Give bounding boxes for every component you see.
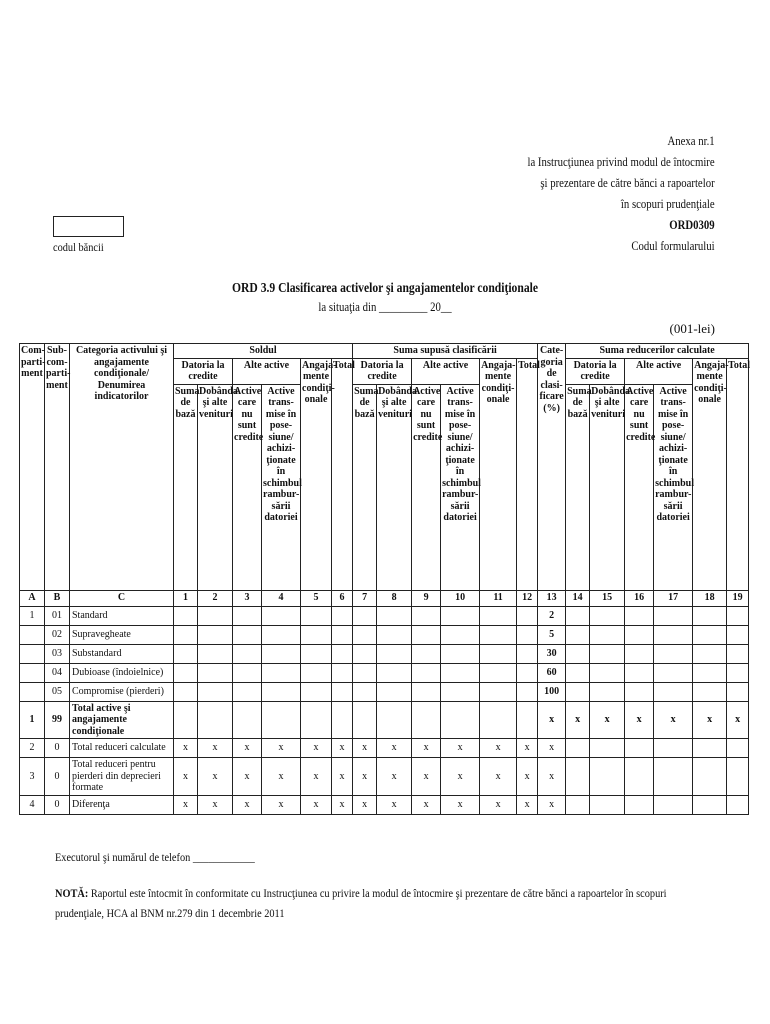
cell-subcomponent: 99 <box>45 701 70 739</box>
value-cell[interactable] <box>174 663 198 682</box>
value-cell[interactable] <box>693 795 727 814</box>
annex-line-2: la Instrucţiunea privind modul de întocmire <box>527 155 715 169</box>
value-cell[interactable] <box>233 682 262 701</box>
column-number: 9 <box>412 590 441 606</box>
value-cell[interactable] <box>198 606 233 625</box>
table-row <box>20 625 749 644</box>
column-number: 10 <box>441 590 480 606</box>
value-cell[interactable] <box>590 795 625 814</box>
value-cell[interactable] <box>727 682 749 701</box>
value-cell[interactable] <box>412 663 441 682</box>
value-cell[interactable] <box>566 625 590 644</box>
report-title: ORD 3.9 Clasificarea activelor şi angajamentelor condiţionale <box>231 280 539 295</box>
value-cell[interactable] <box>262 682 301 701</box>
header-transferred-assets: Active trans-mise în pose-siune/ achizi-ţionate în schimbul rambur-sării datoriei <box>654 384 693 590</box>
header-commitments: Angaja-mente condiţi-onale <box>301 358 332 590</box>
value-cell: x <box>654 701 693 739</box>
table-row <box>20 663 749 682</box>
value-cell[interactable] <box>353 682 377 701</box>
column-number: 1 <box>174 590 198 606</box>
value-cell: x <box>174 758 198 796</box>
cell-component: 1 <box>20 701 45 739</box>
column-number: 12 <box>517 590 538 606</box>
value-cell[interactable] <box>625 739 654 758</box>
value-cell[interactable] <box>353 606 377 625</box>
value-cell[interactable] <box>262 644 301 663</box>
bank-code-label: codul băncii <box>53 240 104 254</box>
value-cell[interactable] <box>654 758 693 796</box>
value-cell[interactable] <box>412 701 441 739</box>
header-loan-debt: Datoria la credite <box>353 358 412 384</box>
value-cell[interactable] <box>727 663 749 682</box>
value-cell[interactable] <box>233 701 262 739</box>
value-cell[interactable] <box>566 739 590 758</box>
header-total: Total <box>727 358 749 590</box>
annex-line-3: şi prezentare de către bănci a rapoartelor <box>540 176 715 190</box>
value-cell[interactable] <box>198 682 233 701</box>
value-cell[interactable] <box>233 625 262 644</box>
cell-category-label: Dubioase (îndoielnice) <box>70 663 174 682</box>
value-cell: x <box>198 758 233 796</box>
header-amount-classified: Suma supusă clasificării <box>353 344 538 359</box>
note-text: Raportul este întocmit în conformitate cu Instrucţiunea cu privire la modul de întocmire şi prezentare de către bănci a rapoartelor în scopuri prudenţiale, HCA al BNM nr.279 din 1 decembrie 2011 <box>55 886 667 920</box>
value-cell: x <box>377 795 412 814</box>
value-cell[interactable] <box>517 701 538 739</box>
value-cell[interactable] <box>301 701 332 739</box>
value-cell[interactable] <box>301 606 332 625</box>
value-cell[interactable] <box>377 682 412 701</box>
value-cell: x <box>332 739 353 758</box>
table-row <box>20 606 749 625</box>
table-row <box>20 682 749 701</box>
value-cell[interactable] <box>480 663 517 682</box>
column-number: 4 <box>262 590 301 606</box>
value-cell[interactable] <box>480 606 517 625</box>
value-cell[interactable] <box>727 606 749 625</box>
header-other-assets: Alte active <box>412 358 480 384</box>
header-subcomponent: Sub-com-parti-ment <box>45 344 70 591</box>
classification-table <box>19 343 749 815</box>
value-cell[interactable] <box>625 758 654 796</box>
value-cell[interactable] <box>654 739 693 758</box>
value-cell: x <box>262 739 301 758</box>
header-loan-debt: Datoria la credite <box>566 358 625 384</box>
cell-subcomponent: 01 <box>45 606 70 625</box>
header-other-assets: Alte active <box>625 358 693 384</box>
value-cell[interactable] <box>625 663 654 682</box>
value-cell: x <box>332 795 353 814</box>
column-number: 5 <box>301 590 332 606</box>
value-cell[interactable] <box>262 701 301 739</box>
cell-subcomponent: 03 <box>45 644 70 663</box>
value-cell[interactable] <box>625 606 654 625</box>
header-category: Categoria activului şi angajamente condiţionale/ Denumirea indicatorilor <box>70 344 174 591</box>
value-cell[interactable] <box>693 758 727 796</box>
cell-category-pct: 60 <box>538 663 566 682</box>
column-number: 16 <box>625 590 654 606</box>
value-cell[interactable] <box>727 625 749 644</box>
value-cell[interactable] <box>332 701 353 739</box>
column-number: B <box>45 590 70 606</box>
value-cell[interactable] <box>441 606 480 625</box>
value-cell: x <box>233 739 262 758</box>
value-cell[interactable] <box>517 663 538 682</box>
value-cell: x <box>538 795 566 814</box>
value-cell: x <box>538 739 566 758</box>
value-cell[interactable] <box>566 682 590 701</box>
value-cell: x <box>538 758 566 796</box>
value-cell[interactable] <box>441 701 480 739</box>
cell-category-label: Diferenţa <box>70 795 174 814</box>
value-cell: x <box>377 739 412 758</box>
cell-category-pct: 100 <box>538 682 566 701</box>
value-cell[interactable] <box>441 663 480 682</box>
value-cell: x <box>517 758 538 796</box>
value-cell[interactable] <box>441 625 480 644</box>
value-cell[interactable] <box>517 606 538 625</box>
cell-component <box>20 682 45 701</box>
cell-category-label: Standard <box>70 606 174 625</box>
cell-component: 1 <box>20 606 45 625</box>
cell-subcomponent: 02 <box>45 625 70 644</box>
value-cell: x <box>353 739 377 758</box>
value-cell[interactable] <box>441 644 480 663</box>
value-cell[interactable] <box>590 606 625 625</box>
value-cell[interactable] <box>727 758 749 796</box>
value-cell: x <box>262 758 301 796</box>
value-cell[interactable] <box>693 682 727 701</box>
value-cell[interactable] <box>377 663 412 682</box>
column-number: 14 <box>566 590 590 606</box>
table-row <box>20 758 749 796</box>
header-reductions: Suma reducerilor calculate <box>566 344 749 359</box>
value-cell: x <box>517 739 538 758</box>
value-cell[interactable] <box>566 795 590 814</box>
value-cell[interactable] <box>198 625 233 644</box>
value-cell[interactable] <box>625 682 654 701</box>
cell-component: 3 <box>20 758 45 796</box>
value-cell[interactable] <box>332 606 353 625</box>
header-interest: Dobânda şi alte venituri <box>198 384 233 590</box>
currency-unit: (001-lei) <box>669 321 715 336</box>
value-cell[interactable] <box>727 739 749 758</box>
header-component: Com-parti-ment <box>20 344 45 591</box>
value-cell[interactable] <box>625 625 654 644</box>
value-cell: x <box>301 739 332 758</box>
cell-subcomponent: 0 <box>45 758 70 796</box>
cell-component <box>20 644 45 663</box>
header-base-sum: Suma de bază <box>174 384 198 590</box>
value-cell[interactable] <box>590 682 625 701</box>
value-cell[interactable] <box>174 682 198 701</box>
form-code: ORD0309 <box>669 218 715 232</box>
value-cell: x <box>625 701 654 739</box>
column-number: C <box>70 590 174 606</box>
header-interest: Dobânda şi alte venituri <box>590 384 625 590</box>
value-cell[interactable] <box>654 682 693 701</box>
table-row <box>20 644 749 663</box>
header-total: Total <box>517 358 538 590</box>
value-cell[interactable] <box>625 795 654 814</box>
value-cell[interactable] <box>517 682 538 701</box>
value-cell[interactable] <box>566 606 590 625</box>
value-cell[interactable] <box>233 663 262 682</box>
column-number: 18 <box>693 590 727 606</box>
value-cell[interactable] <box>301 644 332 663</box>
cell-category-pct: 2 <box>538 606 566 625</box>
annex-line-4: în scopuri prudenţiale <box>621 197 715 211</box>
value-cell: x <box>301 758 332 796</box>
value-cell[interactable] <box>566 663 590 682</box>
value-cell[interactable] <box>174 701 198 739</box>
value-cell[interactable] <box>625 644 654 663</box>
value-cell[interactable] <box>233 606 262 625</box>
value-cell[interactable] <box>441 682 480 701</box>
value-cell[interactable] <box>590 758 625 796</box>
header-base-sum: Suma de bază <box>566 384 590 590</box>
cell-component: 2 <box>20 739 45 758</box>
table-row <box>20 739 749 758</box>
value-cell: x <box>174 795 198 814</box>
value-cell[interactable] <box>412 644 441 663</box>
column-number: 19 <box>727 590 749 606</box>
cell-category-label: Total active şi angajamente condiţionale <box>70 701 174 739</box>
cell-category-label: Substandard <box>70 644 174 663</box>
value-cell[interactable] <box>353 701 377 739</box>
cell-category-label: Total reduceri calculate <box>70 739 174 758</box>
value-cell[interactable] <box>590 663 625 682</box>
note-label: NOTĂ: <box>55 886 89 900</box>
value-cell[interactable] <box>198 644 233 663</box>
value-cell[interactable] <box>332 625 353 644</box>
value-cell[interactable] <box>377 701 412 739</box>
value-cell: x <box>174 739 198 758</box>
value-cell[interactable] <box>517 644 538 663</box>
annex-block <box>528 131 715 257</box>
value-cell[interactable] <box>590 739 625 758</box>
value-cell: x <box>353 795 377 814</box>
header-other-not-credit: Active care nu sunt credite <box>412 384 441 590</box>
value-cell[interactable] <box>590 625 625 644</box>
value-cell: x <box>590 701 625 739</box>
value-cell[interactable] <box>693 663 727 682</box>
header-other-not-credit: Active care nu sunt credite <box>625 384 654 590</box>
value-cell[interactable] <box>693 606 727 625</box>
header-commitments: Angaja-mente condiţi-onale <box>480 358 517 590</box>
value-cell[interactable] <box>377 644 412 663</box>
value-cell[interactable] <box>174 644 198 663</box>
value-cell[interactable] <box>517 625 538 644</box>
value-cell: x <box>353 758 377 796</box>
header-other-assets: Alte active <box>233 358 301 384</box>
value-cell[interactable] <box>332 644 353 663</box>
value-cell: x <box>301 795 332 814</box>
bank-code-field[interactable] <box>53 216 124 237</box>
header-transferred-assets: Active trans-mise în pose-siune/ achizi-ţionate în schimbul rambur-sării datoriei <box>262 384 301 590</box>
column-number: 7 <box>353 590 377 606</box>
cell-category-label: Total reduceri pentru pierderi din deprecieri formate <box>70 758 174 796</box>
value-cell[interactable] <box>262 606 301 625</box>
cell-subcomponent: 0 <box>45 739 70 758</box>
value-cell[interactable] <box>480 701 517 739</box>
cell-category-label: Compromise (pierderi) <box>70 682 174 701</box>
value-cell[interactable] <box>654 644 693 663</box>
value-cell[interactable] <box>233 644 262 663</box>
column-number: 13 <box>538 590 566 606</box>
value-cell[interactable] <box>198 701 233 739</box>
value-cell[interactable] <box>654 625 693 644</box>
value-cell[interactable] <box>301 682 332 701</box>
value-cell: x <box>233 758 262 796</box>
value-cell[interactable] <box>654 795 693 814</box>
cell-category-pct: 5 <box>538 625 566 644</box>
value-cell[interactable] <box>727 795 749 814</box>
table-row <box>20 701 749 739</box>
value-cell[interactable] <box>412 606 441 625</box>
value-cell[interactable] <box>480 644 517 663</box>
value-cell[interactable] <box>590 644 625 663</box>
value-cell[interactable] <box>412 625 441 644</box>
value-cell: x <box>233 795 262 814</box>
value-cell[interactable] <box>198 663 233 682</box>
header-base-sum: Suma de bază <box>353 384 377 590</box>
header-category-pct: Cate-goria de clasi-ficare (%) <box>538 344 566 591</box>
value-cell[interactable] <box>174 625 198 644</box>
header-balance: Soldul <box>174 344 353 359</box>
value-cell: x <box>480 795 517 814</box>
value-cell: x <box>412 795 441 814</box>
cell-category-pct: 30 <box>538 644 566 663</box>
header-interest: Dobânda şi alte venituri <box>377 384 412 590</box>
value-cell[interactable] <box>654 606 693 625</box>
value-cell[interactable] <box>377 606 412 625</box>
form-code-label: Codul formularului <box>631 239 715 253</box>
value-cell: x <box>441 795 480 814</box>
value-cell[interactable] <box>174 606 198 625</box>
value-cell: x <box>693 701 727 739</box>
value-cell[interactable] <box>693 739 727 758</box>
value-cell: x <box>538 701 566 739</box>
value-cell[interactable] <box>332 682 353 701</box>
column-number: A <box>20 590 45 606</box>
value-cell[interactable] <box>412 682 441 701</box>
value-cell: x <box>566 701 590 739</box>
value-cell: x <box>377 758 412 796</box>
column-number: 6 <box>332 590 353 606</box>
value-cell[interactable] <box>693 644 727 663</box>
value-cell[interactable] <box>566 758 590 796</box>
column-number: 17 <box>654 590 693 606</box>
value-cell[interactable] <box>353 625 377 644</box>
column-number: 2 <box>198 590 233 606</box>
value-cell: x <box>727 701 749 739</box>
value-cell[interactable] <box>262 625 301 644</box>
value-cell[interactable] <box>727 644 749 663</box>
value-cell[interactable] <box>301 663 332 682</box>
value-cell[interactable] <box>353 663 377 682</box>
column-number: 11 <box>480 590 517 606</box>
executor-line: Executorul şi numărul de telefon ____________ <box>55 850 255 864</box>
value-cell: x <box>198 739 233 758</box>
table-row <box>20 795 749 814</box>
value-cell: x <box>412 758 441 796</box>
header-total: Total <box>332 358 353 590</box>
value-cell[interactable] <box>262 663 301 682</box>
cell-subcomponent: 04 <box>45 663 70 682</box>
header-transferred-assets: Active trans-mise în pose-siune/ achizi-ţionate în schimbul rambur-sării datoriei <box>441 384 480 590</box>
value-cell: x <box>198 795 233 814</box>
value-cell[interactable] <box>654 663 693 682</box>
cell-component: 4 <box>20 795 45 814</box>
value-cell[interactable] <box>353 644 377 663</box>
column-number: 3 <box>233 590 262 606</box>
report-date-line: la situaţia din _________ 20__ <box>318 300 452 314</box>
column-number: 15 <box>590 590 625 606</box>
value-cell: x <box>412 739 441 758</box>
value-cell[interactable] <box>566 644 590 663</box>
value-cell: x <box>441 758 480 796</box>
header-loan-debt: Datoria la credite <box>174 358 233 384</box>
value-cell: x <box>480 758 517 796</box>
cell-component <box>20 663 45 682</box>
cell-subcomponent: 0 <box>45 795 70 814</box>
header-other-not-credit: Active care nu sunt credite <box>233 384 262 590</box>
value-cell[interactable] <box>301 625 332 644</box>
value-cell: x <box>262 795 301 814</box>
value-cell[interactable] <box>480 682 517 701</box>
value-cell: x <box>480 739 517 758</box>
value-cell[interactable] <box>332 663 353 682</box>
footnote <box>55 883 717 923</box>
value-cell: x <box>441 739 480 758</box>
value-cell: x <box>517 795 538 814</box>
value-cell[interactable] <box>480 625 517 644</box>
annex-number: Anexa nr.1 <box>667 134 715 148</box>
cell-subcomponent: 05 <box>45 682 70 701</box>
header-commitments: Angaja-mente condiţi-onale <box>693 358 727 590</box>
value-cell[interactable] <box>693 625 727 644</box>
cell-component <box>20 625 45 644</box>
value-cell[interactable] <box>377 625 412 644</box>
cell-category-label: Supravegheate <box>70 625 174 644</box>
column-number: 8 <box>377 590 412 606</box>
value-cell: x <box>332 758 353 796</box>
